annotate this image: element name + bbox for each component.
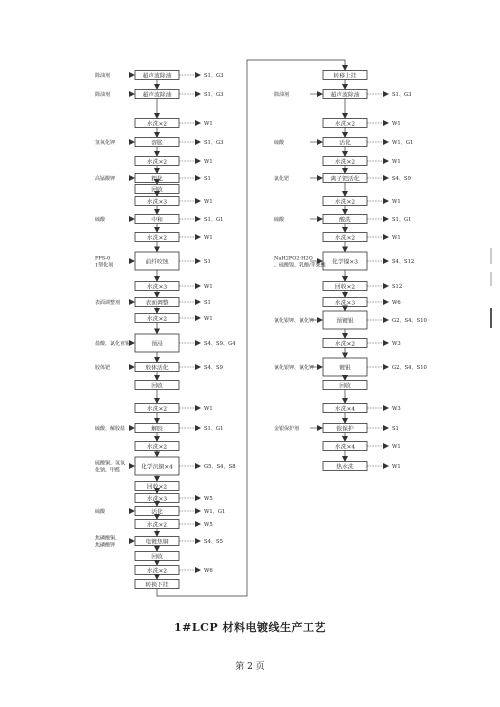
output-label: S1、G1 — [204, 217, 224, 223]
input-reagent-label: 高锰酸钾 — [95, 176, 116, 182]
output-label: W3 — [392, 341, 401, 347]
output-label: W1 — [392, 159, 401, 165]
process-step-label: 水洗×2 — [334, 341, 356, 348]
page-number: 第 2 页 — [235, 662, 265, 672]
process-step-label: 中和 — [151, 217, 163, 224]
output-label: W6 — [392, 300, 401, 306]
output-label: W1 — [204, 235, 213, 241]
process-step-label: 化学沉铜×4 — [141, 464, 173, 471]
input-reagent-label: 焦磷酸钾 — [95, 542, 116, 549]
input-reagent-label: 硫酸铜、氢氧 — [95, 460, 126, 467]
connector-line — [157, 60, 345, 596]
process-step-label: 粗化 — [151, 176, 163, 183]
process-step-label: 水洗×2 — [146, 522, 168, 529]
column-connector — [157, 60, 345, 596]
process-step-label: 转换下挂 — [145, 582, 169, 589]
process-step-label: 活化 — [151, 509, 163, 516]
input-reagent-label: 除油剂 — [95, 92, 111, 98]
input-reagent-label: 化钠、甲醛 — [95, 467, 121, 474]
process-step-label: 预浸 — [151, 341, 163, 348]
process-step-label: 离子钯活化 — [330, 176, 360, 183]
process-step-label: 解胶 — [151, 426, 163, 433]
process-step-label: 水洗×3 — [146, 496, 168, 503]
output-label: S1 — [204, 176, 211, 182]
process-step-label: 胶体活化 — [145, 365, 169, 372]
output-label: S1 — [204, 259, 211, 265]
output-label: W1 — [392, 235, 401, 241]
output-label: S1、G3 — [392, 92, 412, 98]
input-reagent-label: PPS-0 — [95, 255, 111, 262]
process-step-label: 超声波除油 — [142, 92, 172, 99]
process-step-label: 回收 — [151, 383, 163, 390]
process-step-label: 水洗×2 — [146, 316, 168, 323]
process-step-label: 水洗×2 — [334, 159, 356, 166]
output-label: S1、G1 — [204, 426, 224, 432]
process-step-label: 回收 — [151, 554, 163, 561]
left-process-column — [95, 71, 236, 589]
input-reagent-label: 硫酸 — [274, 140, 285, 146]
process-step-label: 电镀焦铜 — [145, 539, 169, 546]
input-reagent-label: 1塑化剂 — [95, 262, 114, 269]
process-step-label: 回收×2 — [334, 284, 356, 291]
process-step-label: 化学镍×3 — [332, 259, 358, 266]
input-reagent-label: NaH2PO2·H2O — [274, 255, 313, 262]
output-label: S1、G3 — [204, 92, 224, 98]
process-step-label: 水洗×2 — [146, 568, 168, 575]
process-step-label: 银保护 — [336, 426, 354, 433]
input-reagent-label: 氰化银钾、氰化钾 — [274, 318, 315, 324]
output-label: W1 — [204, 284, 213, 290]
process-step-label: 表面调整 — [145, 300, 169, 307]
diagram-title: 1#LCP 材料电镀线生产工艺 — [174, 621, 326, 634]
process-step-label: 水洗×2 — [146, 444, 168, 451]
output-label: W1、G1 — [204, 509, 226, 515]
margin-mark — [488, 248, 494, 328]
output-label: W5 — [204, 522, 213, 528]
input-reagent-label: 氢氧化钾 — [95, 140, 116, 146]
output-label: W1 — [204, 406, 213, 412]
output-label: W1 — [392, 464, 401, 470]
output-label: S1、G3 — [204, 73, 224, 79]
output-label: W3 — [392, 406, 401, 412]
output-label: S4、S9 — [392, 176, 411, 182]
output-label: S1、G1 — [392, 217, 412, 223]
input-reagent-label: 硫酸、解胶盐 — [95, 426, 126, 432]
input-reagent-label: 除油剂 — [95, 73, 111, 79]
input-reagent-label: 除油剂 — [274, 92, 290, 98]
process-step-label: 预镀银 — [336, 318, 354, 325]
process-step-label: 水洗×2 — [146, 121, 168, 128]
input-reagent-label: 氰化银钾、氰化钾 — [274, 365, 315, 371]
output-label: W6 — [204, 568, 213, 574]
process-step-label: 水洗×3 — [146, 199, 168, 206]
output-label: G2、S4、S10 — [392, 318, 427, 324]
right-process-column — [274, 71, 427, 471]
output-label: W1 — [392, 121, 401, 127]
process-step-label: 水洗×4 — [334, 406, 356, 413]
input-reagent-label: 硫酸 — [274, 217, 285, 223]
output-label: W1 — [392, 444, 401, 450]
process-step-label: 回收 — [339, 383, 351, 390]
process-step-label: 前纤咬蚀 — [145, 259, 169, 266]
output-label: S1、G3 — [204, 140, 224, 146]
process-step-label: 回收 — [151, 187, 163, 194]
output-label: S12 — [392, 284, 403, 290]
input-reagent-label: 胶体钯 — [95, 365, 111, 371]
input-reagent-label: 氯化钯 — [274, 176, 290, 182]
output-label: S4、S9 — [204, 365, 223, 371]
output-label: S1 — [392, 426, 399, 432]
output-label: W1、G1 — [392, 140, 414, 146]
process-step-label: 水洗×2 — [334, 121, 356, 128]
input-reagent-label: 硫酸 — [95, 217, 106, 223]
process-step-label: 水洗×2 — [146, 406, 168, 413]
output-label: W1 — [204, 199, 213, 205]
output-label: W1 — [204, 159, 213, 165]
process-step-label: 镀银 — [339, 365, 351, 372]
input-reagent-label: 焦磷酸铜、 — [95, 535, 121, 542]
output-label: W5 — [204, 496, 213, 502]
input-reagent-label: 金银保护剂 — [274, 426, 300, 432]
output-label: S4、S9、G4 — [204, 341, 236, 347]
process-step-label: 热水洗 — [336, 464, 354, 471]
process-step-label: 酸洗 — [339, 217, 351, 224]
process-step-label: 水洗×2 — [334, 235, 356, 242]
process-step-label: 超声波除油 — [142, 73, 172, 80]
process-step-label: 转移上挂 — [333, 73, 357, 80]
output-label: G2、S4、S10 — [392, 365, 427, 371]
process-step-label: 水洗×3 — [146, 284, 168, 291]
input-reagent-label: 、硫酸镍、乳酸/苹果酸 — [274, 262, 326, 269]
process-step-label: 水洗×2 — [334, 199, 356, 206]
input-reagent-label: 硫酸 — [95, 509, 106, 515]
output-label: S4、S5 — [204, 539, 223, 545]
process-step-label: 水洗×2 — [146, 235, 168, 242]
process-step-label: 回收×2 — [146, 484, 168, 491]
process-step-label: 水洗×3 — [334, 300, 356, 307]
output-label: W1 — [204, 121, 213, 127]
output-label: G5、S4、S8 — [204, 464, 236, 470]
process-step-label: 水洗×2 — [146, 159, 168, 166]
process-step-label: 溶胀 — [151, 140, 163, 147]
output-label: S4、S12 — [392, 259, 415, 265]
output-label: W1 — [204, 316, 213, 322]
input-reagent-label: 表面调整剂 — [95, 300, 121, 306]
output-label: S1 — [204, 300, 211, 306]
process-step-label: 水洗×4 — [334, 444, 356, 451]
process-step-label: 活化 — [339, 140, 351, 147]
input-reagent-label: 盐酸、氯化亚锡 — [95, 341, 131, 347]
process-step-label: 超声波除油 — [330, 92, 360, 99]
output-label: W1 — [392, 199, 401, 205]
